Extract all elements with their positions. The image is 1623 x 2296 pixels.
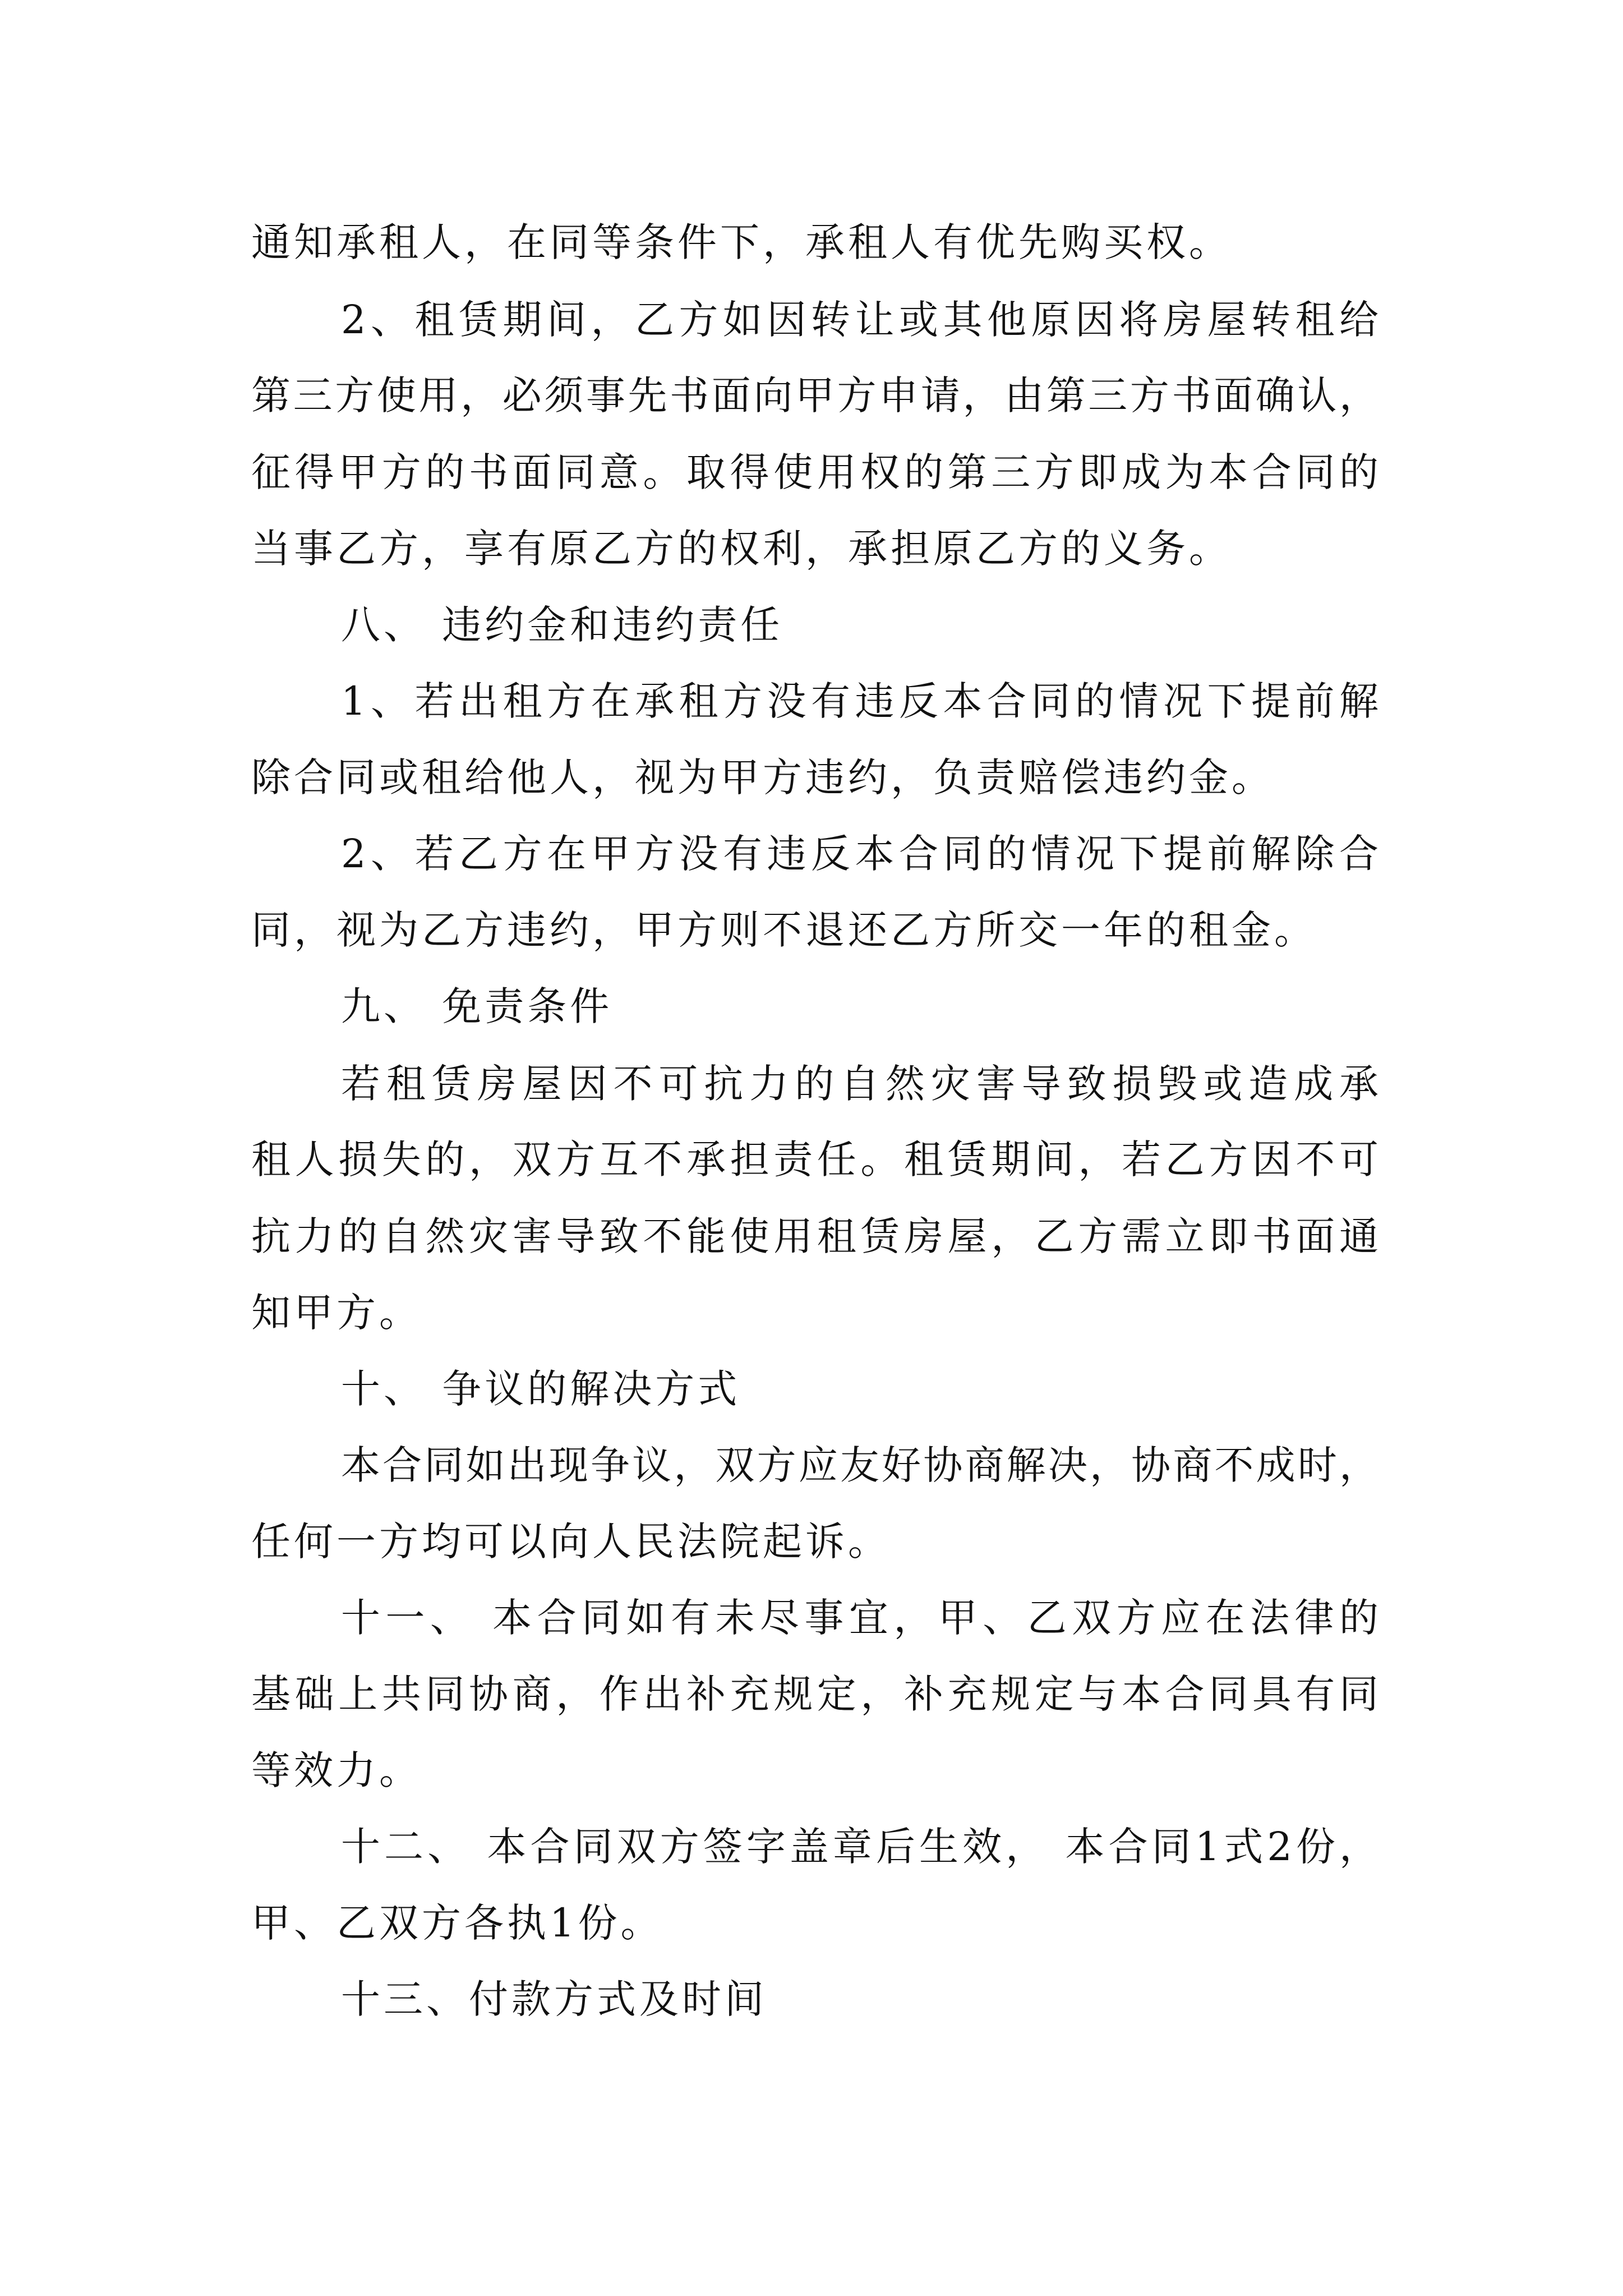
- text-line: 当事乙方，享有原乙方的权利，承担原乙方的义务。: [251, 526, 1232, 572]
- section-heading: 十三、付款方式及时间: [341, 1976, 767, 2022]
- text-line: 本合同如出现争议，双方应友好协商解决，协商不成时，: [341, 1442, 1378, 1488]
- text-line: 若租赁房屋因不可抗力的自然灾害导致损毁或造成承: [341, 1061, 1378, 1107]
- text-line: 2、若乙方在甲方没有违反本合同的情况下提前解除合: [341, 831, 1378, 877]
- text-line: 甲、乙双方各执1份。: [251, 1900, 663, 1946]
- text-line: 基础上共同协商，作出补充规定，补充规定与本合同具有同: [251, 1671, 1378, 1717]
- text-line: 2、租赁期间，乙方如因转让或其他原因将房屋转租给: [341, 297, 1378, 343]
- text-line: 征得甲方的书面同意。取得使用权的第三方即成为本合同的: [251, 449, 1378, 495]
- text-line: 知甲方。: [251, 1290, 422, 1336]
- text-line: 除合同或租给他人，视为甲方违约，负责赔偿违约金。: [251, 754, 1274, 800]
- text-line: 通知承租人，在同等条件下，承租人有优先购买权。: [251, 219, 1232, 265]
- text-line: 同，视为乙方违约，甲方则不退还乙方所交一年的租金。: [251, 907, 1317, 953]
- section-heading: 十二、 本合同双方签字盖章后生效， 本合同1式2份，: [341, 1824, 1378, 1870]
- section-heading: 十、 争议的解决方式: [341, 1366, 741, 1412]
- section-heading: 八、 违约金和违约责任: [341, 602, 783, 648]
- text-line: 1、若出租方在承租方没有违反本合同的情况下提前解: [341, 678, 1378, 724]
- section-heading: 十一、 本合同如有未尽事宜，甲、乙双方应在法律的: [341, 1595, 1378, 1641]
- text-line: 租人损失的，双方互不承担责任。租赁期间，若乙方因不可: [251, 1137, 1378, 1182]
- text-line: 任何一方均可以向人民法院起诉。: [251, 1519, 891, 1565]
- text-line: 第三方使用，必须事先书面向甲方申请，由第三方书面确认，: [251, 372, 1378, 418]
- section-heading: 九、 免责条件: [341, 983, 613, 1029]
- text-line: 抗力的自然灾害导致不能使用租赁房屋，乙方需立即书面通: [251, 1213, 1378, 1259]
- text-line: 等效力。: [251, 1747, 422, 1793]
